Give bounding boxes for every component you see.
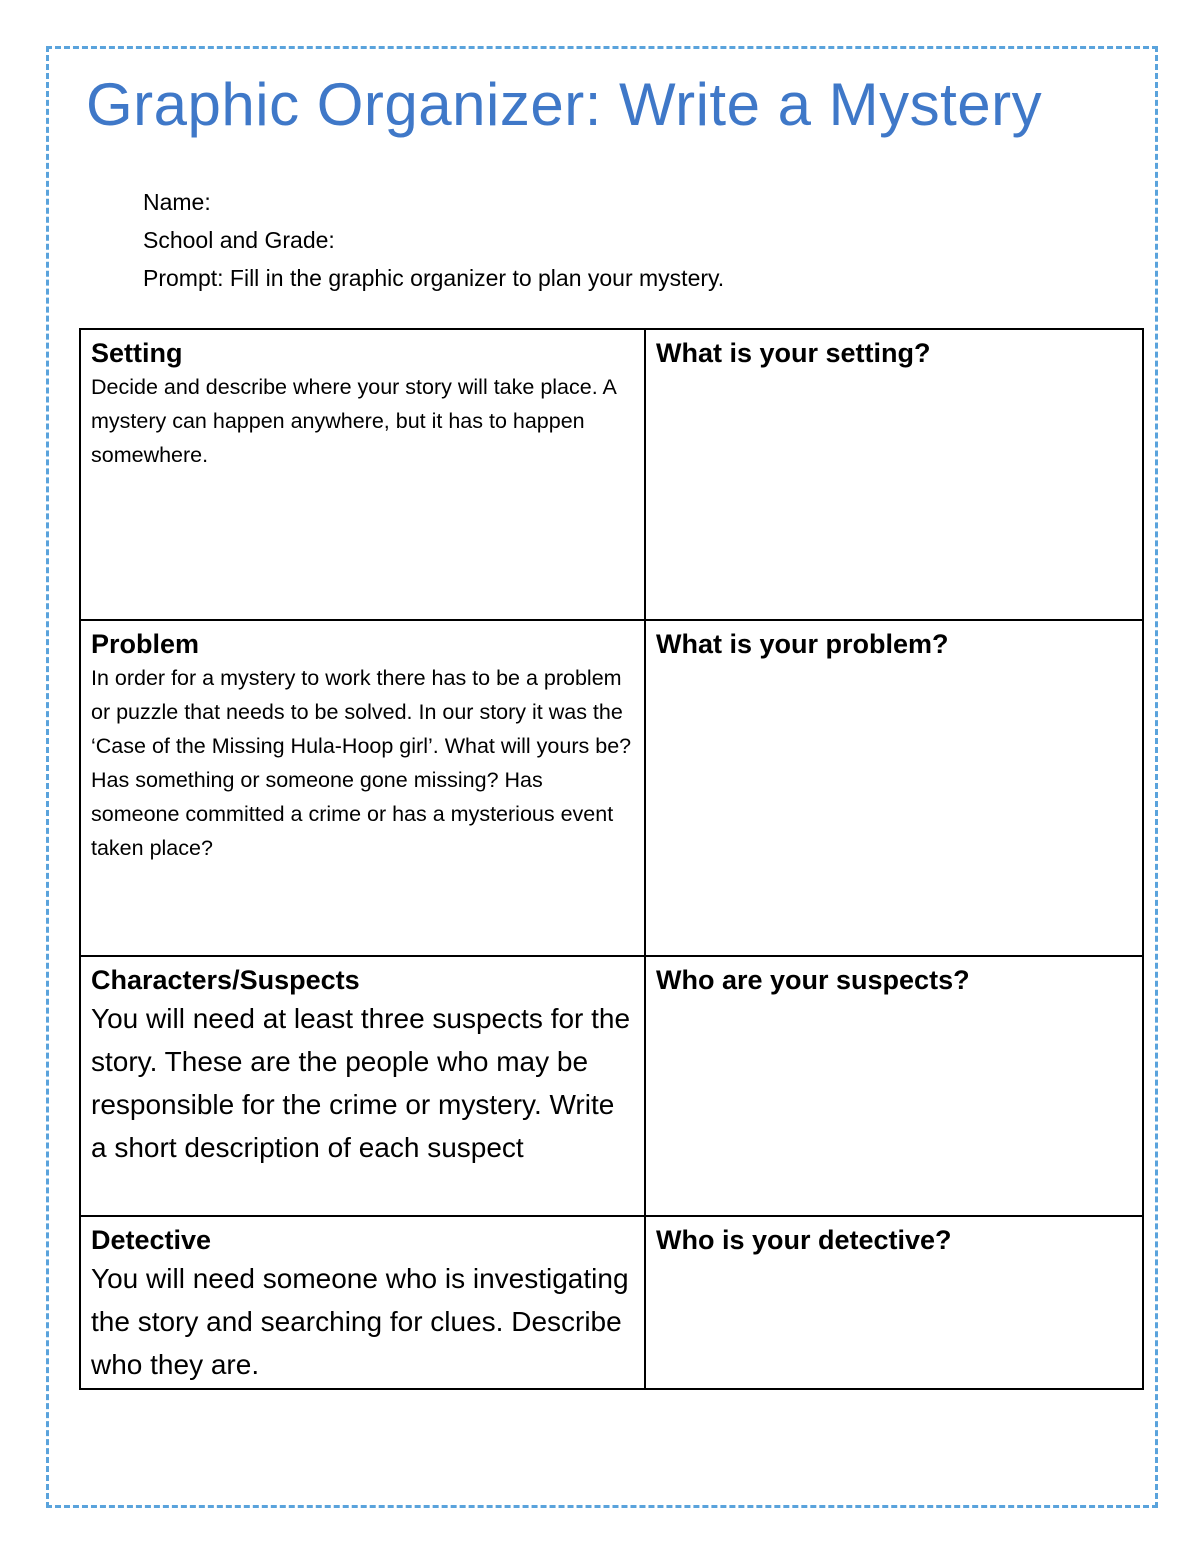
- prompt-text: Prompt: Fill in the graphic organizer to plan your mystery.: [143, 265, 725, 291]
- problem-info-cell: [80, 620, 645, 956]
- detective-question: Who is your detective?: [656, 1225, 952, 1255]
- table-row-setting: [80, 329, 1143, 620]
- page-title: Graphic Organizer: Write a Mystery: [86, 71, 1043, 138]
- characters-question: Who are your suspects?: [656, 965, 970, 995]
- characters-heading: Characters/Suspects: [91, 965, 360, 995]
- characters-answer-cell[interactable]: [645, 956, 1143, 1216]
- setting-heading: Setting: [91, 338, 183, 368]
- problem-description: In order for a mystery to work there has to be a problem or puzzle that needs to be solved. In our story it was the ‘Case of the Missing Hula-Hoop girl’. What will yours be? Has something or someone gone missing? Has someone committed a crime or has a mysterious event taken place?: [91, 666, 632, 860]
- setting-answer-cell[interactable]: [645, 329, 1143, 620]
- name-field-label: Name:: [143, 189, 211, 215]
- problem-question: What is your problem?: [656, 629, 949, 659]
- detective-answer-cell[interactable]: [645, 1216, 1143, 1389]
- setting-info-cell: [80, 329, 645, 620]
- characters-description: You will need at least three suspects for the story. These are the people who may be responsible for the crime or mystery. Write a short description of each suspect: [91, 1003, 631, 1163]
- organizer-table: [79, 328, 1144, 1390]
- detective-description: You will need someone who is investigating the story and searching for clues. Describe who they are.: [91, 1263, 629, 1380]
- setting-question: What is your setting?: [656, 338, 931, 368]
- table-row-problem: [80, 620, 1143, 956]
- table-row-detective: [80, 1216, 1143, 1389]
- problem-answer-cell[interactable]: [645, 620, 1143, 956]
- characters-info-cell: [80, 956, 645, 1216]
- detective-info-cell: [80, 1216, 645, 1389]
- detective-heading: Detective: [91, 1225, 212, 1255]
- header-fields: [143, 183, 724, 297]
- problem-heading: Problem: [91, 629, 200, 659]
- table-row-characters: [80, 956, 1143, 1216]
- setting-description: Decide and describe where your story will take place. A mystery can happen anywhere, but it has to happen somewhere.: [91, 375, 616, 467]
- school-grade-field-label: School and Grade:: [143, 227, 335, 253]
